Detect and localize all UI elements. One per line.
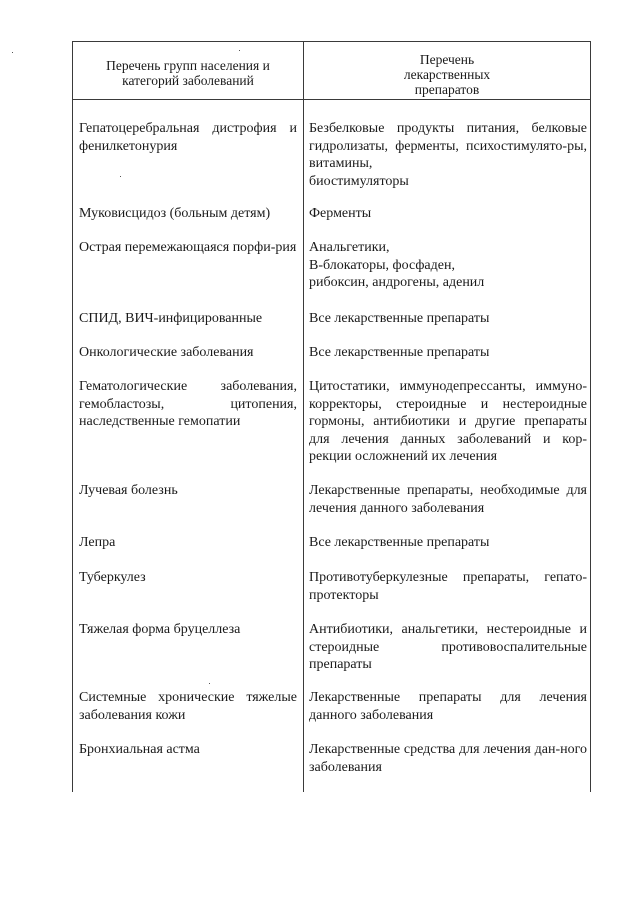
table-right-border xyxy=(590,41,591,792)
row-2-drugs: Ферменты xyxy=(309,206,372,221)
scan-speck xyxy=(209,683,210,684)
row-1-drugs: Безбелковые продукты питания, белковые гидролизаты, ферменты, психостимулято-ры, витамины, биостимуляторы xyxy=(309,121,587,189)
row-12-group: Бронхиальная астма xyxy=(79,742,200,757)
scan-speck xyxy=(12,52,13,53)
row-8-drugs: Все лекарственные препараты xyxy=(309,535,490,550)
row-10-drugs: Антибиотики, анальгетики, нестероидные и стероидные противовоспалительные препараты xyxy=(309,622,587,672)
scan-speck xyxy=(120,176,121,177)
row-9-drugs: Противотуберкулезные препараты, гепато-протекторы xyxy=(309,570,587,603)
row-7-group: Лучевая болезнь xyxy=(79,483,178,498)
row-8-group: Лепра xyxy=(79,535,116,550)
header-drugs: Перечень лекарственных препаратов xyxy=(403,52,491,97)
header-groups: Перечень групп населения и категорий заболеваний xyxy=(106,58,270,88)
row-1-group: Гепатоцеребральная дистрофия и фенилкетонурия xyxy=(79,121,297,154)
column-divider xyxy=(303,41,304,792)
row-9-group: Туберкулез xyxy=(79,570,146,585)
table-top-border xyxy=(72,41,591,42)
row-11-group: Системные хронические тяжелые заболевания кожи xyxy=(79,690,297,723)
row-10-group: Тяжелая форма бруцеллеза xyxy=(79,622,241,637)
row-4-group: СПИД, ВИЧ-инфицированные xyxy=(79,311,263,326)
header-bottom-border xyxy=(72,99,591,100)
row-4-drugs: Все лекарственные препараты xyxy=(309,311,490,326)
row-3-group: Острая перемежающаяся порфи-рия xyxy=(79,240,297,255)
row-5-group: Онкологические заболевания xyxy=(79,345,254,360)
row-6-group: Гематологические заболевания, гемобластозы, цитопения, наследственные гемопатии xyxy=(79,379,297,429)
row-7-drugs: Лекарственные препараты, необходимые для лечения данного заболевания xyxy=(309,483,587,516)
row-2-group: Муковисцидоз (больным детям) xyxy=(79,206,271,221)
row-12-drugs: Лекарственные средства для лечения дан-ного заболевания xyxy=(309,742,587,775)
row-5-drugs: Все лекарственные препараты xyxy=(309,345,490,360)
scan-speck xyxy=(239,50,240,51)
row-6-drugs: Цитостатики, иммунодепрессанты, иммуно-корректоры, стероидные и нестероидные гормоны, антибиотики и другие препараты для лечения данных заболеваний и кор-рекции осложнений их лечения xyxy=(309,379,587,464)
row-3-drugs: Анальгетики, В-блокаторы, фосфаден, рибоксин, андрогены, аденил xyxy=(309,240,485,290)
table-left-border xyxy=(72,41,73,792)
row-11-drugs: Лекарственные препараты для лечения данного заболевания xyxy=(309,690,587,723)
